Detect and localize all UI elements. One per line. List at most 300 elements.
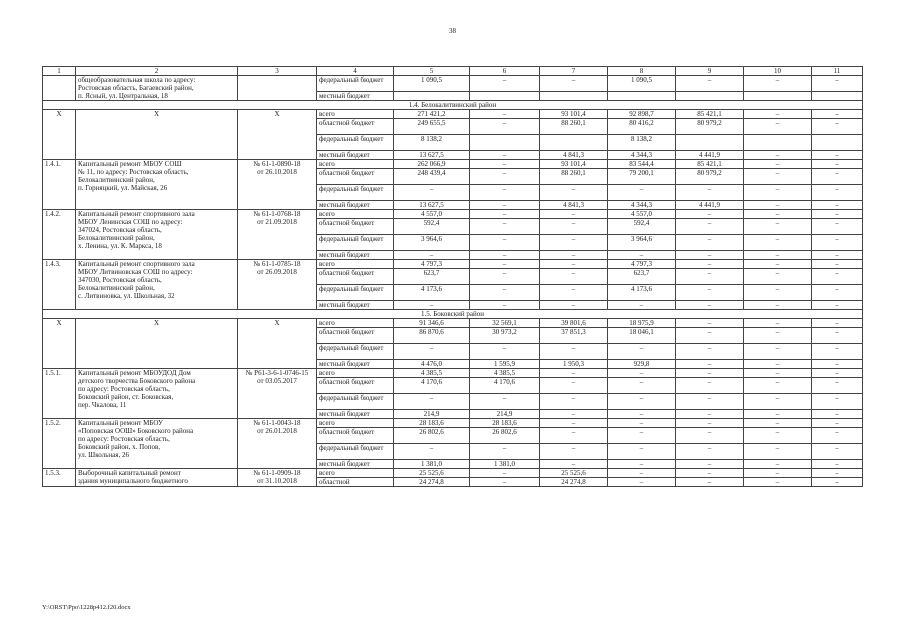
value-cell: –: [608, 410, 676, 419]
item-document-line: № 61-1-0909-18: [253, 469, 301, 477]
value-cell: 248 439,4: [394, 169, 470, 185]
value-cell: –: [812, 285, 863, 301]
value-cell: –: [470, 235, 540, 251]
value-cell: [744, 92, 812, 101]
item-name-line: пер. Чкалова, 11: [78, 401, 127, 409]
item-name-line: № 11, по адресу: Ростовская область,: [78, 168, 189, 176]
value-cell: –: [812, 378, 863, 394]
funding-source: областной бюджет: [317, 269, 394, 285]
value-cell: 3 964,6: [608, 235, 676, 251]
value-cell: –: [812, 201, 863, 210]
value-cell: 80 979,2: [676, 169, 744, 185]
funding-source: областной бюджет: [317, 169, 394, 185]
value-cell: –: [394, 251, 470, 260]
value-cell: –: [540, 251, 608, 260]
value-cell: –: [676, 260, 744, 269]
item-number: Х: [43, 110, 76, 160]
value-cell: –: [676, 251, 744, 260]
value-cell: –: [470, 478, 540, 487]
value-cell: 214,9: [470, 410, 540, 419]
header-cell: 7: [540, 67, 608, 76]
funding-source: федеральный бюджет: [317, 185, 394, 201]
value-cell: –: [744, 201, 812, 210]
value-cell: –: [470, 151, 540, 160]
funding-source: всего: [317, 369, 394, 378]
value-cell: –: [676, 378, 744, 394]
value-cell: 4 441,9: [676, 151, 744, 160]
value-cell: 24 274,8: [540, 478, 608, 487]
value-cell: –: [812, 269, 863, 285]
value-cell: –: [470, 119, 540, 135]
section-row: [43, 310, 863, 319]
funding-source: федеральный бюджет: [317, 444, 394, 460]
item-name-line: Боковский район, ст. Боковская,: [78, 393, 174, 401]
value-cell: –: [812, 369, 863, 378]
value-cell: –: [676, 344, 744, 360]
funding-source: всего: [317, 110, 394, 119]
value-cell: –: [394, 394, 470, 410]
value-cell: [676, 92, 744, 101]
value-cell: 4 797,3: [394, 260, 470, 269]
value-cell: 93 101,4: [540, 160, 608, 169]
value-cell: –: [812, 478, 863, 487]
value-cell: –: [812, 185, 863, 201]
value-cell: –: [812, 428, 863, 444]
table-row: [43, 419, 863, 428]
value-cell: [812, 135, 863, 151]
value-cell: –: [608, 185, 676, 201]
value-cell: –: [744, 478, 812, 487]
value-cell: –: [676, 319, 744, 328]
value-cell: –: [608, 251, 676, 260]
item-document-line: № 61-1-0043-18: [253, 419, 301, 427]
funding-source: всего: [317, 419, 394, 428]
table-row: [43, 319, 863, 328]
item-name-line: по адресу: Ростовская область,: [78, 385, 170, 393]
value-cell: –: [470, 251, 540, 260]
item-name-line: Х: [153, 110, 160, 118]
value-cell: –: [744, 210, 812, 219]
value-cell: 592,4: [394, 219, 470, 235]
value-cell: 28 183,6: [394, 419, 470, 428]
item-number: 1.4.3.: [43, 260, 76, 310]
value-cell: –: [540, 260, 608, 269]
value-cell: –: [540, 76, 608, 92]
value-cell: –: [744, 328, 812, 344]
value-cell: [608, 92, 676, 101]
item-name-line: Капитальный ремонт спортивного зала: [78, 260, 195, 268]
header-cell: 10: [744, 67, 812, 76]
value-cell: –: [744, 360, 812, 369]
value-cell: 3 964,6: [394, 235, 470, 251]
funding-source: местный бюджет: [317, 410, 394, 419]
value-cell: –: [394, 185, 470, 201]
item-number: 1.5.2.: [43, 419, 76, 469]
item-document-line: от 26.01.2018: [257, 427, 297, 435]
value-cell: 623,7: [608, 269, 676, 285]
item-document-line: от 21.09.2018: [257, 218, 297, 226]
value-cell: –: [540, 444, 608, 460]
value-cell: –: [540, 301, 608, 310]
value-cell: –: [812, 469, 863, 478]
value-cell: –: [676, 444, 744, 460]
item-document-line: от 26.09.2018: [257, 268, 297, 276]
value-cell: 13 627,5: [394, 201, 470, 210]
funding-source: областной бюджет: [317, 328, 394, 344]
value-cell: –: [540, 269, 608, 285]
value-cell: 88 260,1: [540, 119, 608, 135]
item-name: [76, 76, 238, 101]
header-cell: 3: [238, 67, 317, 76]
value-cell: –: [744, 151, 812, 160]
funding-source: федеральный бюджет: [317, 344, 394, 360]
value-cell: [394, 92, 470, 101]
funding-source: федеральный бюджет: [317, 76, 394, 92]
value-cell: –: [470, 344, 540, 360]
value-cell: –: [608, 478, 676, 487]
value-cell: –: [470, 444, 540, 460]
value-cell: –: [744, 419, 812, 428]
value-cell: –: [394, 301, 470, 310]
value-cell: 1 090,5: [394, 76, 470, 92]
value-cell: –: [470, 219, 540, 235]
value-cell: –: [812, 235, 863, 251]
value-cell: –: [812, 110, 863, 119]
header-cell: 5: [394, 67, 470, 76]
value-cell: –: [540, 460, 608, 469]
item-name-line: Капитальный ремонт МБОУ: [78, 419, 163, 427]
value-cell: 30 973,2: [470, 328, 540, 344]
item-number: [43, 76, 76, 101]
value-cell: –: [676, 301, 744, 310]
item-name: [76, 260, 238, 310]
value-cell: –: [744, 444, 812, 460]
value-cell: 4 557,0: [394, 210, 470, 219]
item-document: [238, 469, 317, 487]
item-name-line: детского творчества Боковского района: [78, 377, 196, 385]
value-cell: –: [470, 260, 540, 269]
value-cell: –: [812, 251, 863, 260]
funding-source: областной бюджет: [317, 219, 394, 235]
item-name-line: Боковский район, х. Попов,: [78, 443, 161, 451]
item-name-line: Выборочный капитальный ремонт: [78, 469, 181, 477]
header-row: [43, 67, 863, 76]
value-cell: 1 381,0: [470, 460, 540, 469]
value-cell: –: [744, 378, 812, 394]
value-cell: 1 950,3: [540, 360, 608, 369]
item-number: 1.5.1.: [43, 369, 76, 419]
item-name: [76, 210, 238, 260]
value-cell: –: [744, 219, 812, 235]
funding-source: всего: [317, 260, 394, 269]
value-cell: –: [812, 319, 863, 328]
header-cell: 8: [608, 67, 676, 76]
item-document: [238, 160, 317, 210]
value-cell: –: [744, 344, 812, 360]
item-number: Х: [43, 319, 76, 369]
value-cell: –: [676, 410, 744, 419]
item-name-line: МБОУ Ленинская СОШ по адресу:: [78, 218, 183, 226]
value-cell: –: [744, 285, 812, 301]
value-cell: –: [470, 285, 540, 301]
value-cell: –: [540, 378, 608, 394]
funding-source: федеральный бюджет: [317, 235, 394, 251]
value-cell: –: [470, 110, 540, 119]
value-cell: –: [744, 185, 812, 201]
value-cell: 25 525,6: [540, 469, 608, 478]
table-row: [43, 110, 863, 119]
value-cell: –: [812, 328, 863, 344]
value-cell: –: [676, 328, 744, 344]
value-cell: 4 344,3: [608, 201, 676, 210]
table-body: [43, 67, 863, 487]
value-cell: –: [676, 419, 744, 428]
value-cell: –: [540, 419, 608, 428]
item-document-line: от 26.10.2018: [257, 168, 297, 176]
funding-source: местный бюджет: [317, 151, 394, 160]
value-cell: –: [744, 251, 812, 260]
item-document-line: № 61-1-0785-18: [253, 260, 301, 268]
value-cell: 18 975,9: [608, 319, 676, 328]
value-cell: 93 101,4: [540, 110, 608, 119]
value-cell: 4 841,3: [540, 201, 608, 210]
value-cell: –: [394, 444, 470, 460]
value-cell: –: [608, 344, 676, 360]
value-cell: –: [676, 285, 744, 301]
value-cell: 623,7: [394, 269, 470, 285]
value-cell: –: [744, 269, 812, 285]
funding-source: местный бюджет: [317, 301, 394, 310]
value-cell: –: [608, 444, 676, 460]
item-document-line: № 61-1-0768-18: [253, 210, 301, 218]
value-cell: –: [540, 219, 608, 235]
value-cell: 80 416,2: [608, 119, 676, 135]
funding-source: областной бюджет: [317, 428, 394, 444]
value-cell: –: [470, 469, 540, 478]
item-name-line: Капитальный ремонт МБОУДОД Дом: [78, 369, 191, 377]
section-row: [43, 101, 863, 110]
value-cell: 4 557,0: [608, 210, 676, 219]
value-cell: 4 797,3: [608, 260, 676, 269]
item-name-line: МБОУ Литвиновская СОШ по адресу:: [78, 268, 193, 276]
value-cell: –: [608, 301, 676, 310]
table-row: [43, 260, 863, 269]
table-row: [43, 369, 863, 378]
value-cell: –: [470, 301, 540, 310]
item-name: [76, 319, 238, 369]
value-cell: –: [608, 469, 676, 478]
funding-source: всего: [317, 469, 394, 478]
item-name-line: Ростовская область, Багаевский район,: [78, 84, 194, 92]
funding-source: федеральный бюджет: [317, 394, 394, 410]
value-cell: –: [608, 369, 676, 378]
value-cell: 4 170,6: [394, 378, 470, 394]
value-cell: –: [676, 478, 744, 487]
item-name-line: Белокалитвинский район,: [78, 176, 155, 184]
value-cell: 4 385,5: [470, 369, 540, 378]
value-cell: –: [540, 428, 608, 444]
item-document: [238, 110, 317, 160]
value-cell: [470, 92, 540, 101]
value-cell: 929,8: [608, 360, 676, 369]
value-cell: –: [608, 419, 676, 428]
funding-source: всего: [317, 319, 394, 328]
value-cell: –: [744, 301, 812, 310]
value-cell: 85 421,1: [676, 110, 744, 119]
item-name-line: 347030, Ростовская область,: [78, 276, 162, 284]
value-cell: –: [676, 469, 744, 478]
funding-source: областной бюджет: [317, 119, 394, 135]
value-cell: –: [540, 285, 608, 301]
funding-source: местный бюджет: [317, 360, 394, 369]
value-cell: –: [744, 76, 812, 92]
value-cell: –: [470, 201, 540, 210]
item-document-line: Х: [274, 319, 280, 327]
value-cell: 28 183,6: [470, 419, 540, 428]
value-cell: [540, 135, 608, 151]
value-cell: –: [608, 378, 676, 394]
value-cell: –: [812, 301, 863, 310]
value-cell: –: [812, 444, 863, 460]
value-cell: 79 200,1: [608, 169, 676, 185]
item-name-line: Капитальный ремонт МБОУ СОШ: [78, 160, 182, 168]
value-cell: –: [470, 76, 540, 92]
value-cell: –: [540, 235, 608, 251]
table-row: [43, 160, 863, 169]
value-cell: –: [540, 344, 608, 360]
value-cell: –: [812, 419, 863, 428]
value-cell: –: [676, 369, 744, 378]
value-cell: –: [676, 460, 744, 469]
page-number: 38: [449, 27, 456, 35]
budget-table: [42, 66, 863, 487]
value-cell: –: [744, 428, 812, 444]
value-cell: 26 802,6: [470, 428, 540, 444]
value-cell: 26 802,6: [394, 428, 470, 444]
value-cell: 25 525,6: [394, 469, 470, 478]
value-cell: –: [676, 360, 744, 369]
value-cell: –: [744, 369, 812, 378]
value-cell: –: [812, 410, 863, 419]
value-cell: –: [676, 235, 744, 251]
value-cell: 86 870,6: [394, 328, 470, 344]
value-cell: –: [608, 460, 676, 469]
funding-source: областной: [317, 478, 394, 487]
value-cell: 92 898,7: [608, 110, 676, 119]
table-row: [43, 210, 863, 219]
value-cell: 83 544,4: [608, 160, 676, 169]
value-cell: –: [812, 76, 863, 92]
item-document-line: от 03.05.2017: [257, 377, 297, 385]
item-name: [76, 160, 238, 210]
item-number: 1.4.2.: [43, 210, 76, 260]
value-cell: –: [812, 210, 863, 219]
value-cell: [470, 135, 540, 151]
item-document: [238, 319, 317, 369]
item-number: 1.4.1.: [43, 160, 76, 210]
value-cell: –: [470, 394, 540, 410]
value-cell: –: [812, 219, 863, 235]
item-name: [76, 469, 238, 487]
value-cell: 4 385,5: [394, 369, 470, 378]
value-cell: –: [812, 360, 863, 369]
item-name-line: п. Горняцкий, ул. Майская, 26: [78, 184, 168, 192]
funding-source: местный бюджет: [317, 460, 394, 469]
item-number: 1.5.3.: [43, 469, 76, 487]
value-cell: 4 173,6: [394, 285, 470, 301]
value-cell: –: [812, 151, 863, 160]
value-cell: –: [812, 260, 863, 269]
funding-source: местный бюджет: [317, 201, 394, 210]
item-document-line: от 31.10.2018: [257, 477, 297, 485]
funding-source: всего: [317, 210, 394, 219]
value-cell: –: [540, 210, 608, 219]
value-cell: 91 346,6: [394, 319, 470, 328]
value-cell: 37 851,3: [540, 328, 608, 344]
value-cell: –: [744, 460, 812, 469]
value-cell: –: [676, 185, 744, 201]
value-cell: –: [812, 394, 863, 410]
value-cell: –: [676, 269, 744, 285]
header-cell: 9: [676, 67, 744, 76]
value-cell: –: [812, 169, 863, 185]
value-cell: 592,4: [608, 219, 676, 235]
value-cell: –: [812, 119, 863, 135]
value-cell: 4 441,9: [676, 201, 744, 210]
item-document-line: Х: [274, 110, 280, 118]
item-name-line: Капитальный ремонт спортивного зала: [78, 210, 195, 218]
item-name: [76, 110, 238, 160]
value-cell: 4 476,0: [394, 360, 470, 369]
value-cell: [540, 92, 608, 101]
value-cell: –: [540, 394, 608, 410]
funding-source: местный бюджет: [317, 92, 394, 101]
item-document: [238, 369, 317, 419]
value-cell: –: [394, 344, 470, 360]
value-cell: –: [676, 394, 744, 410]
value-cell: –: [540, 185, 608, 201]
value-cell: –: [540, 369, 608, 378]
value-cell: –: [812, 460, 863, 469]
value-cell: 24 274,8: [394, 478, 470, 487]
value-cell: 249 655,5: [394, 119, 470, 135]
item-name-line: 347024, Ростовская область,: [78, 226, 162, 234]
item-name-line: Х: [153, 319, 160, 327]
value-cell: –: [744, 110, 812, 119]
value-cell: 8 138,2: [394, 135, 470, 151]
value-cell: 262 066,9: [394, 160, 470, 169]
item-name: [76, 419, 238, 469]
item-document: [238, 419, 317, 469]
item-name-line: Белокалитвинский район,: [78, 234, 155, 242]
value-cell: –: [470, 160, 540, 169]
item-document: [238, 260, 317, 310]
value-cell: –: [540, 410, 608, 419]
value-cell: 8 138,2: [608, 135, 676, 151]
value-cell: 88 260,1: [540, 169, 608, 185]
value-cell: –: [470, 210, 540, 219]
table-row: [43, 469, 863, 478]
value-cell: –: [744, 319, 812, 328]
item-name-line: п. Ясный, ул. Центральная, 18: [78, 92, 168, 100]
item-name-line: с. Литвиновка, ул. Школьная, 32: [78, 292, 175, 300]
value-cell: –: [470, 169, 540, 185]
header-cell: 11: [812, 67, 863, 76]
value-cell: [676, 135, 744, 151]
value-cell: –: [744, 235, 812, 251]
value-cell: –: [608, 428, 676, 444]
value-cell: –: [812, 160, 863, 169]
